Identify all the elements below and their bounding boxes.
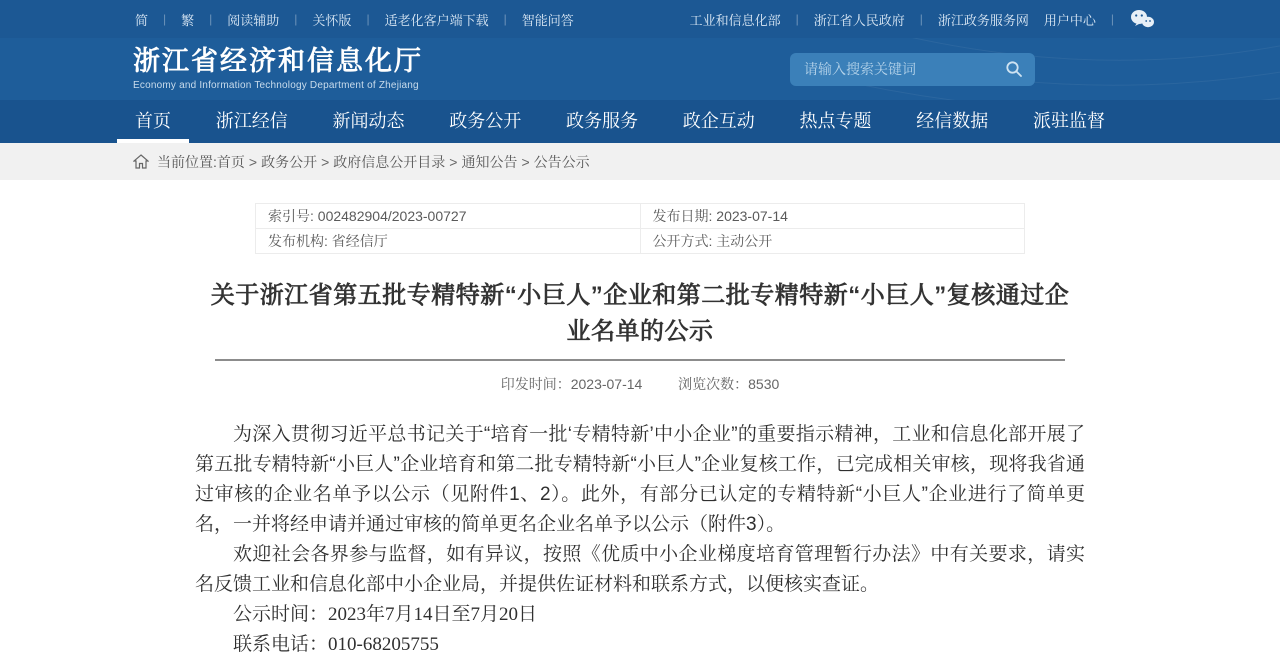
divider: | <box>1110 12 1114 26</box>
nav-item-zhejiang-jingxin[interactable]: 浙江经信 <box>215 111 288 131</box>
breadcrumb-item-gov-disclosure[interactable]: 政务公开 <box>261 153 318 170</box>
publisher-cell <box>256 229 641 254</box>
topbar-link-care-version[interactable]: 关怀版 <box>312 12 352 28</box>
topbar-link-traditional[interactable]: 繁 <box>181 12 195 28</box>
site-header <box>0 0 1280 143</box>
nav-item-gov-disclosure[interactable]: 政务公开 <box>449 111 522 131</box>
publisher-label: 发布机构: <box>268 233 328 249</box>
topbar-link-reading-aid[interactable]: 阅读辅助 <box>227 12 280 28</box>
contact-phone-label: 联系电话： <box>233 634 329 655</box>
view-count-value: 8530 <box>748 376 780 392</box>
breadcrumb-separator: > <box>521 153 530 170</box>
breadcrumb-item-home[interactable]: 首页 <box>216 153 245 170</box>
topbar-link-smart-qa[interactable]: 智能问答 <box>521 12 574 28</box>
topbar-link-miit[interactable]: 工业和信息化部 <box>689 12 781 28</box>
breadcrumb-separator: > <box>449 153 458 170</box>
divider: | <box>294 12 298 26</box>
document-meta-table <box>255 203 1025 254</box>
breadcrumb-item-notices[interactable]: 通知公告 <box>461 153 518 170</box>
search-box <box>790 53 1035 86</box>
site-banner <box>0 38 1280 100</box>
divider: | <box>795 12 799 26</box>
title-divider <box>215 359 1065 361</box>
publish-date-cell <box>640 204 1025 229</box>
utility-topbar <box>0 0 1280 38</box>
nav-item-dispatched-supervision[interactable]: 派驻监督 <box>1033 111 1105 131</box>
publish-date-label: 发布日期: <box>652 208 713 224</box>
breadcrumb-prefix: 当前位置: <box>157 153 217 170</box>
table-row <box>256 229 1025 254</box>
topbar-link-zj-service[interactable]: 浙江政务服务网 <box>937 12 1029 28</box>
publisher-value: 省经信厅 <box>331 233 388 249</box>
paragraph-1: 为深入贯彻习近平总书记关于“培育一批‘专精特新’中小企业”的重要指示精神，工业和信息化部开展了第五批专精特新“小巨人”企业培育和第二批专精特新“小巨人”企业复核工作，已完成相关审核，现将我省通过审核的企业名单予以公示（见附件1、2）。此外，有部分已认定的专精特新“小巨人”企业进行了简单更名，一并将经申请并通过审核的简单更名企业名单予以公示（附件3）。 <box>195 424 1085 535</box>
breadcrumb-item-announcements[interactable]: 公告公示 <box>533 153 590 170</box>
topbar-link-zj-gov[interactable]: 浙江省人民政府 <box>813 12 905 28</box>
site-title-english: Economy and Information Technology Department of Zhejiang <box>133 79 419 91</box>
divider: | <box>919 12 923 26</box>
breadcrumb <box>0 143 1280 180</box>
divider: | <box>209 12 213 26</box>
home-icon[interactable] <box>133 154 149 169</box>
notice-period-value: 2023年7月14日至7月20日 <box>328 604 538 625</box>
document-meta-line <box>195 374 1085 394</box>
publish-date-value: 2023-07-14 <box>716 208 788 224</box>
disclosure-method-label: 公开方式: <box>652 233 713 249</box>
search-input[interactable] <box>802 60 1005 78</box>
divider: | <box>503 12 507 26</box>
divider: | <box>163 12 167 26</box>
contact-phone-value: 010-68205755 <box>328 634 439 655</box>
breadcrumb-separator: > <box>321 153 330 170</box>
nav-item-home[interactable]: 首页 <box>135 100 171 143</box>
breadcrumb-separator: > <box>248 153 258 170</box>
paragraph-2: 欢迎社会各界参与监督，如有异议，按照《优质中小企业梯度培育管理暂行办法》中有关要求，请实名反馈工业和信息化部中小企业局，并提供佐证材料和联系方式，以便核实查证。 <box>195 544 1085 595</box>
notice-period-label: 公示时间： <box>233 604 329 625</box>
topbar-right-links <box>690 9 1155 29</box>
notice-period-line <box>195 600 1085 630</box>
topbar-link-user-center[interactable]: 用户中心 <box>1043 12 1096 28</box>
topbar-left-links <box>135 10 574 29</box>
page-title: 关于浙江省第五批专精特新“小巨人”企业和第二批专精特新“小巨人”复核通过企业名单的公示 <box>210 282 1070 345</box>
index-number-cell <box>256 204 641 229</box>
site-title: 浙江省经济和信息化厅 <box>133 46 423 77</box>
nav-item-jingxin-data[interactable]: 经信数据 <box>916 111 989 131</box>
document-content <box>195 203 1085 660</box>
site-logo[interactable] <box>133 47 423 91</box>
print-date-value: 2023-07-14 <box>570 376 643 392</box>
nav-item-gov-services[interactable]: 政务服务 <box>566 111 638 131</box>
index-number-value: 002482904/2023-00727 <box>317 208 467 224</box>
view-count-label: 浏览次数： <box>678 376 749 392</box>
topbar-link-simplified[interactable]: 简 <box>135 12 149 28</box>
search-icon[interactable] <box>1005 60 1023 78</box>
print-date-label: 印发时间： <box>500 376 571 392</box>
topbar-link-elderly-client[interactable]: 适老化客户端下载 <box>384 12 489 28</box>
main-navigation <box>0 100 1280 143</box>
nav-item-hot-topics[interactable]: 热点专题 <box>799 111 872 131</box>
index-number-label: 索引号: <box>268 208 314 224</box>
document-body <box>195 420 1085 660</box>
divider: | <box>366 12 370 26</box>
breadcrumb-item-disclosure-directory[interactable]: 政府信息公开目录 <box>333 153 446 170</box>
nav-item-gov-enterprise[interactable]: 政企互动 <box>682 111 755 131</box>
table-row <box>256 204 1025 229</box>
disclosure-method-cell <box>640 229 1025 254</box>
contact-phone-line <box>195 630 1085 660</box>
nav-item-news[interactable]: 新闻动态 <box>332 111 405 131</box>
wechat-icon[interactable] <box>1129 9 1155 29</box>
disclosure-method-value: 主动公开 <box>716 233 773 249</box>
